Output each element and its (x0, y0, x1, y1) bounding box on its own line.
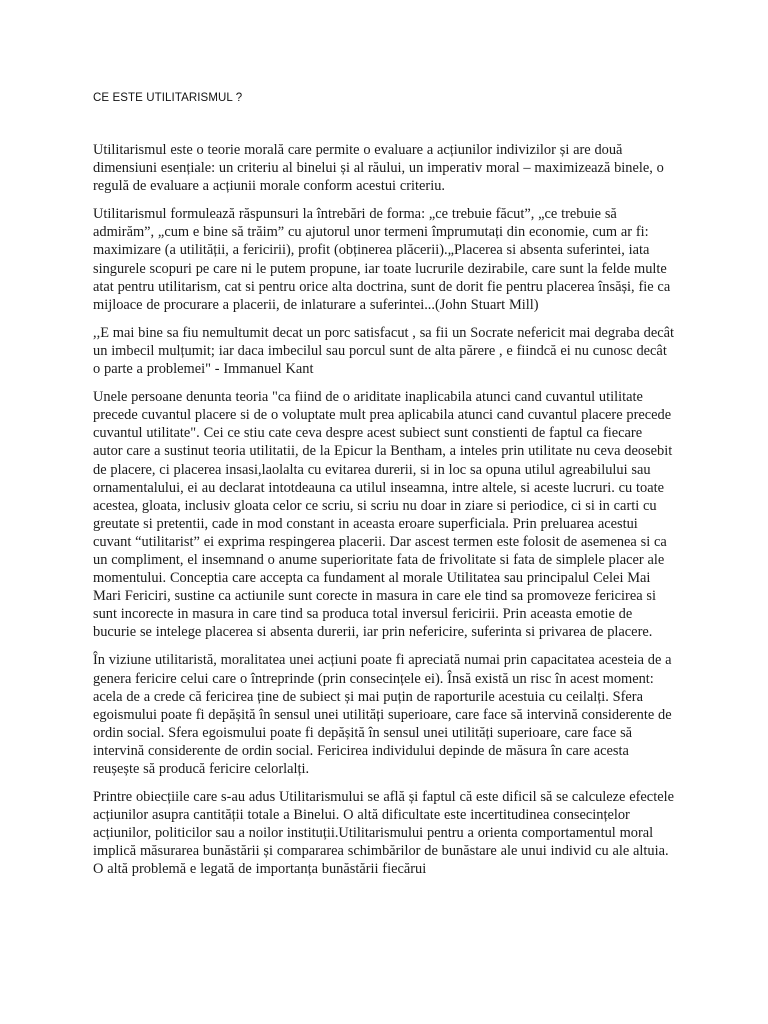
paragraph-objections: Printre obiecțiile care s-au adus Utilitarismului se află și faptul că este dificil să se calculeze efectele acțiunilor asupra cantității totale a Binelui. O altă dificultate este incertitudinea consecințelor acțiunilor, politicilor sau a noilor instituții.Utilitarismului pentru a orienta comportamentul moral implică măsurarea bunăstării și compararea schimbărilor de bunăstare ale unui individ cu ale altuia. O altă problemă e legată de importanța bunăstării fiecărui (93, 789, 674, 878)
paragraph-morality: În viziune utilitaristă, moralitatea unei acțiuni poate fi apreciată numai prin capacitatea acesteia de a genera fericire celui care o întreprinde (prin consecințele ei). Însă există un risc în acest moment: acela de a crede că fericirea ține de subiect și mai puțin de raporturile acestuia cu ceilalți. Sfera egoismului poate fi depășită în sensul unei utilități superioare, care face să intervină considerente de ordin social. Sfera egoismului poate fi depășită în sensul unei utilități superioare, care face să intervină considerente de ordin social. Fericirea individului depinde de măsura în care acesta reușește să producă fericire celorlalți. (93, 652, 672, 777)
paragraph-definition: Utilitarismul este o teorie morală care permite o evaluare a acțiunilor indivizilor și are două dimensiuni esențiale: un criteriu al binelui și al răului, un imperativ moral – maximizează binele, o regulă de evaluare a acțiunii morale conform acestui criteriu. (93, 142, 664, 195)
document-page (93, 0, 675, 1024)
document-title: CE ESTE UTILITARISMUL ? (93, 92, 243, 104)
paragraph-mill-quote: Utilitarismul formulează răspunsuri la întrebări de forma: „ce trebuie făcut”, „ce trebuie să admirăm”, „cum e bine să trăim” cu ajutorul unor termeni împrumutați din economie, cum ar fi: maximizare (a utilității, a fericirii), profit (obținerea plăcerii).„Placerea si absenta suferintei, iata singurele scopuri pe care ni le putem propune, iar toate lucrurile dezirabile, care sunt la felde multe atat pentru utilitarism, cat si pentru orice alta doctrina, sunt de dorit fie pentru placerea însăși, fie ca mijloace de procurare a placerii, de inlaturare a suferintei...(John Stuart Mill) (93, 206, 671, 313)
paragraph-kant-quote: ,,E mai bine sa fiu nemultumit decat un porc satisfacut , sa fii un Socrate nefericit mai degraba decât un imbecil mulțumit; iar daca imbecilul sau porcul sunt de alta părere , e fiindcă ei nu cunosc decât o parte a problemei" - Immanuel Kant (93, 324, 675, 378)
paragraph-criticism: Unele persoane denunta teoria "ca fiind de o ariditate inaplicabila atunci cand cuvantul utilitate precede cuvantul placere si de o voluptate mult prea aplicabila atunci cand cuvantul placere precede cuvantul utilitate". Cei ce stiu cate ceva despre acest subiect sunt constienti de faptul ca fiecare autor care a sustinut teoria utilitatii, de la Epicur la Bentham, a inteles prin utilitate nu ceva deosebit de placere, ci placerea insasi,laolalta cu evitarea durerii, si in loc sa opuna utilul agreabilului sau ornamentalului, ei au declarat intotdeauna ca utilul inseamna, intre altele, si aceste lucruri. cu toate acestea, gloata, inclusiv gloata celor ce scriu, si scriu nu doar in ziare si periodice, ci si in carti cu greutate si pretentii, cade in mod constant in aceasta eroare superficiala. Prin preluarea acestui cuvant “utilitarist” ei exprima respingerea placerii. Dar ascest termen este folosit de asemenea si ca un compliment, el insemnand o anume superioritate fata de frivolitate si fata de simplele placer ale momentului. Conceptia care accepta ca fundament al morale Utilitatea sau principalul Celei Mai Mari Fericiri, sustine ca actiunile sunt corecte in masura in care ele tind sa promoveze fericirea si sunt incorecte in masura in care tind sa produca total inversul fericirii. Prin aceasta emotie de bucurie se intelege placerea si absenta durerii, iar prin nefericire, suferinta si privarea de placere. (93, 389, 673, 641)
document-body (93, 141, 675, 889)
